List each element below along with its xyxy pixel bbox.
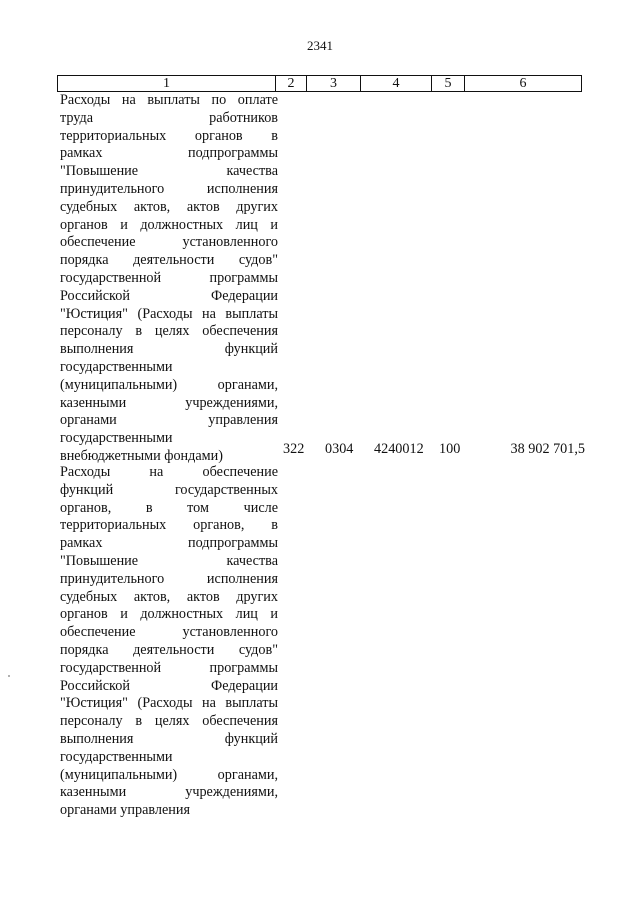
description-line: обеспечение установленного — [60, 234, 278, 251]
scan-speck — [8, 675, 10, 677]
page-number: 2341 — [307, 38, 333, 53]
expense-type-code: 100 — [439, 441, 461, 457]
description-line: труда работников — [60, 109, 278, 126]
description-line: порядка деятельности судов" — [60, 252, 278, 269]
description-line: (муниципальными) органами, — [60, 766, 278, 783]
description-line: принудительного исполнения — [60, 570, 278, 587]
description-line: выполнения функций — [60, 730, 278, 747]
description-line: "Повышение качества — [60, 163, 278, 180]
description-line: государственными — [60, 748, 173, 765]
description-line: государственными — [60, 430, 173, 447]
description-line: порядка деятельности судов" — [60, 641, 278, 658]
column-header-4: 4 — [361, 76, 432, 92]
row-description — [60, 92, 278, 466]
description-line: государственной программы — [60, 269, 278, 286]
column-header-3: 3 — [307, 76, 361, 92]
description-line: функций государственных — [60, 481, 278, 498]
column-header-row — [58, 76, 582, 92]
section-code: 0304 — [325, 441, 354, 457]
description-line: "Юстиция" (Расходы на выплаты — [60, 305, 278, 322]
description-line: органами управления — [60, 802, 190, 819]
description-line: рамках подпрограммы — [60, 535, 278, 552]
column-header-1: 1 — [58, 76, 276, 92]
description-line: Российской Федерации — [60, 677, 278, 694]
description-line: судебных актов, актов других — [60, 198, 278, 215]
description-line: территориальных органов в — [60, 127, 278, 144]
column-header-5: 5 — [432, 76, 465, 92]
description-line: органов и должностных лиц и — [60, 216, 278, 233]
row-description — [60, 464, 278, 820]
column-header-table — [57, 75, 582, 92]
description-line: государственной программы — [60, 659, 278, 676]
description-line: обеспечение установленного — [60, 624, 278, 641]
description-line: Российской Федерации — [60, 287, 278, 304]
description-line: казенными учреждениями, — [60, 784, 278, 801]
description-line: принудительного исполнения — [60, 180, 278, 197]
description-line: органами управления — [60, 412, 278, 429]
description-line: выполнения функций — [60, 341, 278, 358]
description-line: "Юстиция" (Расходы на выплаты — [60, 695, 278, 712]
description-line: государственными — [60, 358, 173, 375]
chapter-code: 322 — [283, 441, 305, 457]
description-line: "Повышение качества — [60, 552, 278, 569]
column-header-2: 2 — [276, 76, 307, 92]
description-line: территориальных органов, в — [60, 517, 278, 534]
description-line: Расходы на обеспечение — [60, 464, 278, 480]
description-line: казенными учреждениями, — [60, 394, 278, 411]
description-line: органов, в том числе — [60, 499, 278, 516]
target-article-code: 4240012 — [374, 441, 424, 457]
description-line: органов и должностных лиц и — [60, 606, 278, 623]
description-line: рамках подпрограммы — [60, 145, 278, 162]
column-header-6: 6 — [465, 76, 582, 92]
description-line: судебных актов, актов других — [60, 588, 278, 605]
description-line: персоналу в целях обеспечения — [60, 713, 278, 730]
description-line: персоналу в целях обеспечения — [60, 323, 278, 340]
description-line: Расходы на выплаты по оплате — [60, 92, 278, 108]
description-line: внебюджетными фондами) — [60, 447, 223, 464]
amount: 38 902 701,5 — [510, 441, 585, 457]
description-line: (муниципальными) органами, — [60, 376, 278, 393]
